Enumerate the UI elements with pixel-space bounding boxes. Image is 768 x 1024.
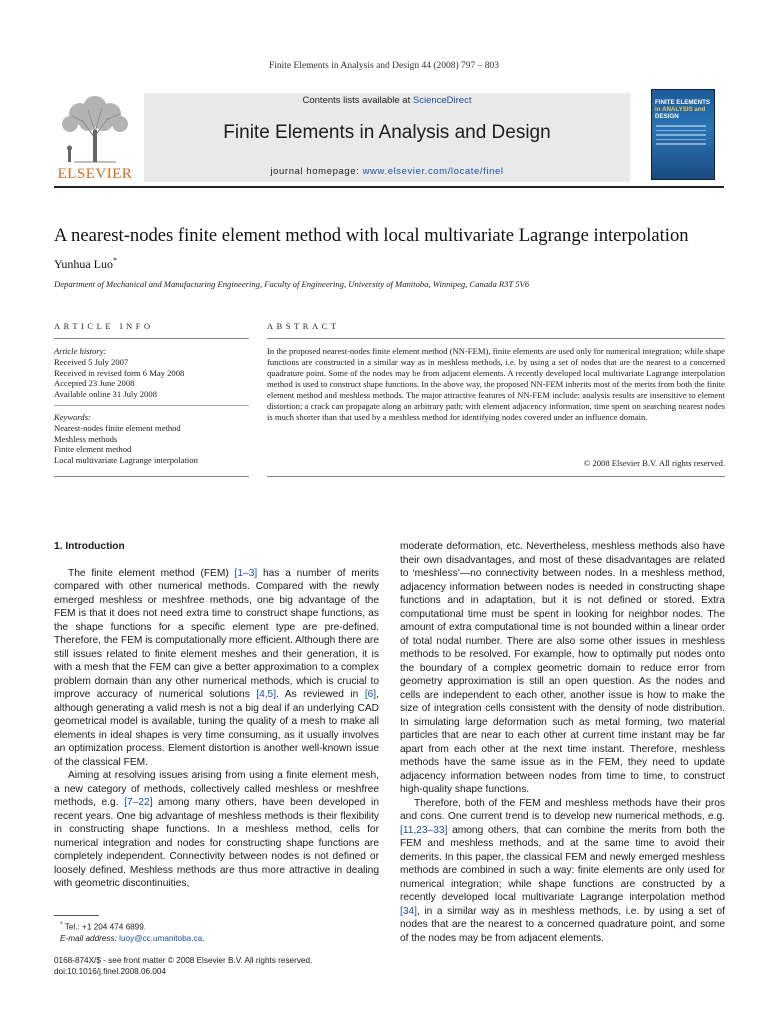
- publisher-name: ELSEVIER: [57, 166, 133, 182]
- article-title: A nearest-nodes finite element method with local multivariate Lagrange interpolation: [54, 225, 689, 246]
- abstract-label: ABSTRACT: [267, 322, 340, 331]
- keyword-item: Finite element method: [54, 444, 132, 455]
- author-name: [54, 256, 117, 272]
- reference-link[interactable]: [6]: [364, 689, 377, 700]
- footnote-email: E-mail address: luoy@cc.umanitoba.ca.: [60, 933, 205, 943]
- history-item: Accepted 23 June 2008: [54, 378, 135, 389]
- keyword-item: Nearest-nodes finite element method: [54, 422, 181, 433]
- history-item: Available online 31 July 2008: [54, 389, 157, 400]
- footnote-rule: [54, 915, 99, 916]
- keyword-item: Local multivariate Lagrange interpolation: [54, 455, 198, 466]
- keyword-item: Meshless methods: [54, 433, 118, 444]
- journal-citation: Finite Elements in Analysis and Design 44 (2008) 797 – 803: [268, 61, 500, 71]
- affiliation: Department of Mechanical and Manufacturing Engineering, Faculty of Engineering, University of Manitoba, Winnipeg, Canada R3T 5V6: [54, 279, 530, 289]
- body-column-left: [54, 540, 379, 891]
- keywords-heading: Keywords:: [54, 412, 91, 422]
- author-footnote-mark[interactable]: *: [113, 256, 117, 265]
- history-heading: Article history:: [54, 346, 107, 356]
- paragraph: Aiming at resolving issues arising from using a finite element mesh, a new category of methods, collectively called meshless or meshfree methods, e.g. [7–22] among many others, have been developed in recent years. One big advantage of meshless methods is their flexibility in constructing shape functions. In a meshless method, cells for numerical integration and nodes for constructing shape functions are completely independent. Connectivity between nodes is not defined or loosely defined. Meshless methods are thus more attractive in dealing with geometric discontinuities,: [54, 770, 379, 889]
- abstract-text: In the proposed nearest-nodes finite element method (NN-FEM), finite elements are used only for numerical integration; while shape functions are constructed in a similar way as in meshless methods, i.e. by using a set of nodes that are the nearest to a concerned quadrature point. Some of the nodes may be from adjacent elements. A recently developed local multivariate Lagrange interpolation method is used to construct shape functions. In the above way, the proposed NN-FEM inherits most of the merits from both the finite element method and meshless methods. The major attractive features of NN-FEM include: analysis results are insensitive to element distortion; a crack can propagate along an arbitrary path; with element adjacency information, time spent on searching nearest nodes is much shorter than that used by a meshless method for identifying nodes covered under an influence domain.: [267, 346, 725, 422]
- paragraph: The finite element method (FEM) [1–3] has a number of merits compared with other numerical methods. Compared with the newly emerged meshless or meshfree methods, one big advantage of the FEM is that it does not need extra time to construct shape functions, as the shape functions for a specific element type are pre-defined. Therefore, the FEM is computationally more efficient. Although there are still issues related to finite element meshes and their generation, it is with a mesh that the FEM can give a better approximation to a complex problem domain than any other numerical methods, which is crucial to improve accuracy of numerical solutions [4,5]. As reviewed in [6], although generating a valid mesh is not a big deal if an underlying CAD geometrical model is available, tuning the quality of a mesh to make all elements in ideal shapes is very time consuming, as it usually involves an optimization process. Element distortion is another well-known issue of the classical FEM.: [54, 567, 379, 768]
- footnote-tel-text: Tel.: +1 204 474 6899.: [62, 922, 147, 932]
- journal-title: Finite Elements in Analysis and Design: [223, 122, 551, 143]
- email-label: E-mail address:: [60, 933, 117, 943]
- article-info-rule: [54, 338, 249, 339]
- homepage-prefix: journal homepage:: [270, 166, 363, 177]
- header-rule: [54, 186, 724, 188]
- article-history: [54, 346, 254, 400]
- sciencedirect-link[interactable]: ScienceDirect: [412, 95, 472, 106]
- article-info-bottom-rule: [54, 476, 249, 477]
- history-item: Received 5 July 2007: [54, 356, 129, 367]
- contents-line: [144, 95, 630, 106]
- keywords: [54, 412, 254, 466]
- body-column-right: [400, 540, 725, 945]
- cover-decoration: [656, 125, 706, 165]
- paragraph: Therefore, both of the FEM and meshless methods have their pros and cons. One current trend is to develop new numerical methods, e.g. [11,23–33] among others, that can combine the merits from both the FEM and meshless methods, and at the same time to avoid their demerits. In this paper, the classical FEM and newly emerged meshless methods are combined in such a way: finite elements are only used for numerical integration; while shape functions are constructed by a recently developed local multivariate Lagrange interpolation method [34], in a similar way as in meshless methods, i.e. by using a set of nodes that are the nearest to a concerned quadrature point, and some of the nodes may be from adjacent elements.: [400, 797, 725, 944]
- article-info-divider: [54, 405, 249, 406]
- abstract-bottom-rule: [267, 476, 725, 477]
- cover-line-2: in ANALYSIS and: [655, 106, 706, 113]
- reference-link[interactable]: [4,5]: [256, 689, 277, 700]
- cover-line-3: DESIGN: [655, 113, 679, 120]
- abstract-rule: [267, 338, 725, 339]
- reference-link[interactable]: [11,23–33]: [400, 824, 448, 836]
- history-item: Received in revised form 6 May 2008: [54, 367, 185, 378]
- paragraph: moderate deformation, etc. Nevertheless, meshless methods also have their own disadvantages, and most of these disadvantages are related to ‘meshless’—no connectivity between nodes. In a meshless method, adjacency information between nodes is needed in constructing shape functions and in adaptation, but it is not defined or stored. Extra computational time must be spent in looking for neighbor nodes. The amount of extra computational time is not bounded within a linear order of total nodal number. There are also some other issues in meshless methods to be resolved. For example, how to optimally put nodes onto the boundary of a complex geometric domain to reduce error from geometry approximation is still an open question. As the nodes and cells are independent to each other, another issue is how to make the size of integration cells consistent with the density of node distribution. In simulating large deformation such as metal forming, two material particles that are near to each other at current time instant may be far apart from each other at the next time instant. Therefore, meshless methods have the same issue as in the FEM, they need to update adjacency information between nodes from time to time, to construct high-quality shape functions.: [400, 541, 725, 795]
- reference-link[interactable]: [34]: [400, 905, 417, 917]
- footnote: [60, 919, 360, 944]
- footnote-mark: *: [60, 921, 63, 928]
- article-info-label: ARTICLE INFO: [54, 322, 154, 331]
- front-matter-meta: [54, 955, 384, 977]
- footnote-tel: [60, 919, 360, 933]
- homepage-line: [144, 166, 630, 177]
- copyright-line: © 2008 Elsevier B.V. All rights reserved.: [583, 458, 725, 468]
- issn-line: 0168-874X/$ - see front matter © 2008 Elsevier B.V. All rights reserved.: [54, 956, 313, 965]
- homepage-link[interactable]: www.elsevier.com/locate/finel: [362, 166, 504, 177]
- cover-line-1: FINITE ELEMENTS: [655, 99, 711, 106]
- doi-line: doi:10.1016/j.finel.2008.06.004: [54, 967, 166, 976]
- cover-title: [655, 99, 713, 120]
- reference-link[interactable]: [7–22]: [124, 797, 153, 808]
- email-link[interactable]: luoy@cc.umanitoba.ca: [119, 933, 203, 943]
- section-heading: 1. Introduction: [54, 541, 125, 552]
- reference-link[interactable]: [1–3]: [234, 567, 258, 579]
- contents-prefix: Contents lists available at: [302, 95, 413, 106]
- author-text: Yunhua Luo: [54, 257, 113, 271]
